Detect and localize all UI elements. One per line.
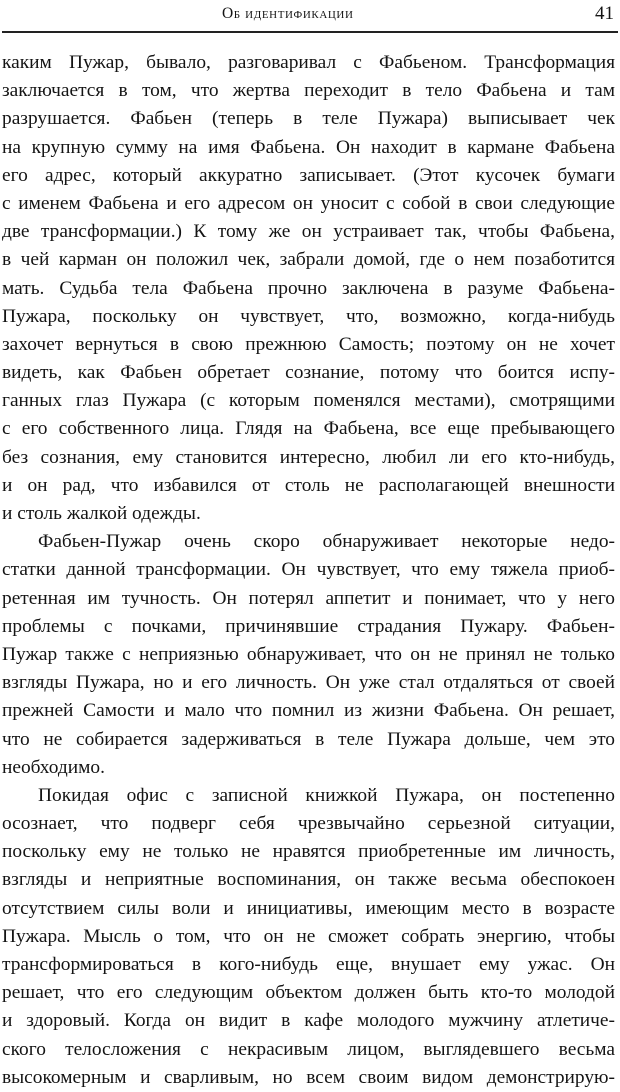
text-line: и столь жалкой одежды. [2,503,201,524]
text-line: две трансформации.) К тому же он устраивает так, чтобы Фабьена, [2,221,615,243]
body-text [2,49,615,1092]
text-line: разрушается. Фабьен (теперь в теле Пужара) выписывает чек [2,108,615,130]
text-line: захочет вернуться в свою прежнюю Самость; поэтому он не хочет [2,333,615,355]
text-line: проблемы с почками, причинявшие страдания Пужару. Фабьен- [2,615,615,637]
text-line: в чей карман он положил чек, забрали домой, где о нем позаботится [2,249,615,271]
text-line: с именем Фабьена и его адресом он уносит с собой в свои следующие [2,192,615,214]
text-line: заключается в том, что жертва переходит в тело Фабьена и там [2,80,615,102]
text-line: осознает, что подверг себя чрезвычайно серьезной ситуации, [2,813,615,835]
text-line: поскольку ему не только не нравятся приобретенные им личность, [2,841,615,863]
text-line: что не собирается задерживаться в теле Пужара дольше, чем это [2,728,615,750]
text-line: на крупную сумму на имя Фабьена. Он находит в кармане Фабьена [2,136,615,158]
text-line: Фабьен-Пужар очень скоро обнаруживает некоторые недо- [38,531,615,553]
header-rule [2,31,618,33]
text-line: каким Пужар, бывало, разговаривал с Фабьеном. Трансформация [2,52,615,73]
text-line: ганных глаз Пужара (с которым поменялся местами), смотрящими [2,390,615,412]
text-line: без сознания, ему становится интересно, любил ли его кто-нибудь, [2,446,615,468]
text-line: видеть, как Фабьен обретает сознание, потому что боится испу- [2,362,615,384]
text-line: с его собственного лица. Глядя на Фабьена, все еще пребывающего [2,418,615,440]
running-header [0,2,620,28]
text-line: ретенная им тучность. Он потерял аппетит и понимает, что у него [2,587,615,609]
text-line: отсутствием силы воли и инициативы, имеющим место в возрасте [2,897,615,919]
text-line: прежней Самости и мало что помнил из жизни Фабьена. Он решает, [2,700,615,722]
text-line: Пужара, поскольку он чувствует, что, возможно, когда-нибудь [2,305,615,327]
text-line: ского телосложения с некрасивым лицом, выглядевшего весьма [2,1038,615,1060]
text-line: трансформироваться в кого-нибудь еще, внушает ему ужас. Он [2,954,615,975]
text-line: взгляды Пужара, но и его личность. Он уже стал отдаляться от своей [2,672,615,694]
page-number: 41 [595,3,614,24]
text-line: и он рад, что избавился от столь не располагающей внешности [2,474,615,496]
text-line: его адрес, который аккуратно записывает. (Этот кусочек бумаги [2,164,615,186]
text-line: взгляды и неприятные воспоминания, он также весьма обеспокоен [2,869,615,891]
text-line: мать. Судьба тела Фабьена прочно заключена в разуме Фабьена- [2,277,615,299]
text-line: высокомерным и сварливым, но всем своим видом демонстрирую- [2,1066,615,1088]
text-line: необходимо. [2,756,105,778]
text-line: Пужара. Мысль о том, что он не сможет собрать энергию, чтобы [2,925,615,947]
text-line: статки данной трансформации. Он чувствует, что ему тяжела приоб- [2,559,615,581]
text-line: решает, что его следующим объектом должен быть кто-то молодой [2,982,615,1004]
text-line: и здоровый. Когда он видит в кафе молодого мужчину атлетиче- [2,1010,615,1032]
text-line: Покидая офис с записной книжкой Пужара, он постепенно [38,784,615,806]
text-line: Пужар также с неприязнью обнаруживает, что он не принял не только [2,643,615,665]
running-title: Об идентификации [222,5,354,22]
